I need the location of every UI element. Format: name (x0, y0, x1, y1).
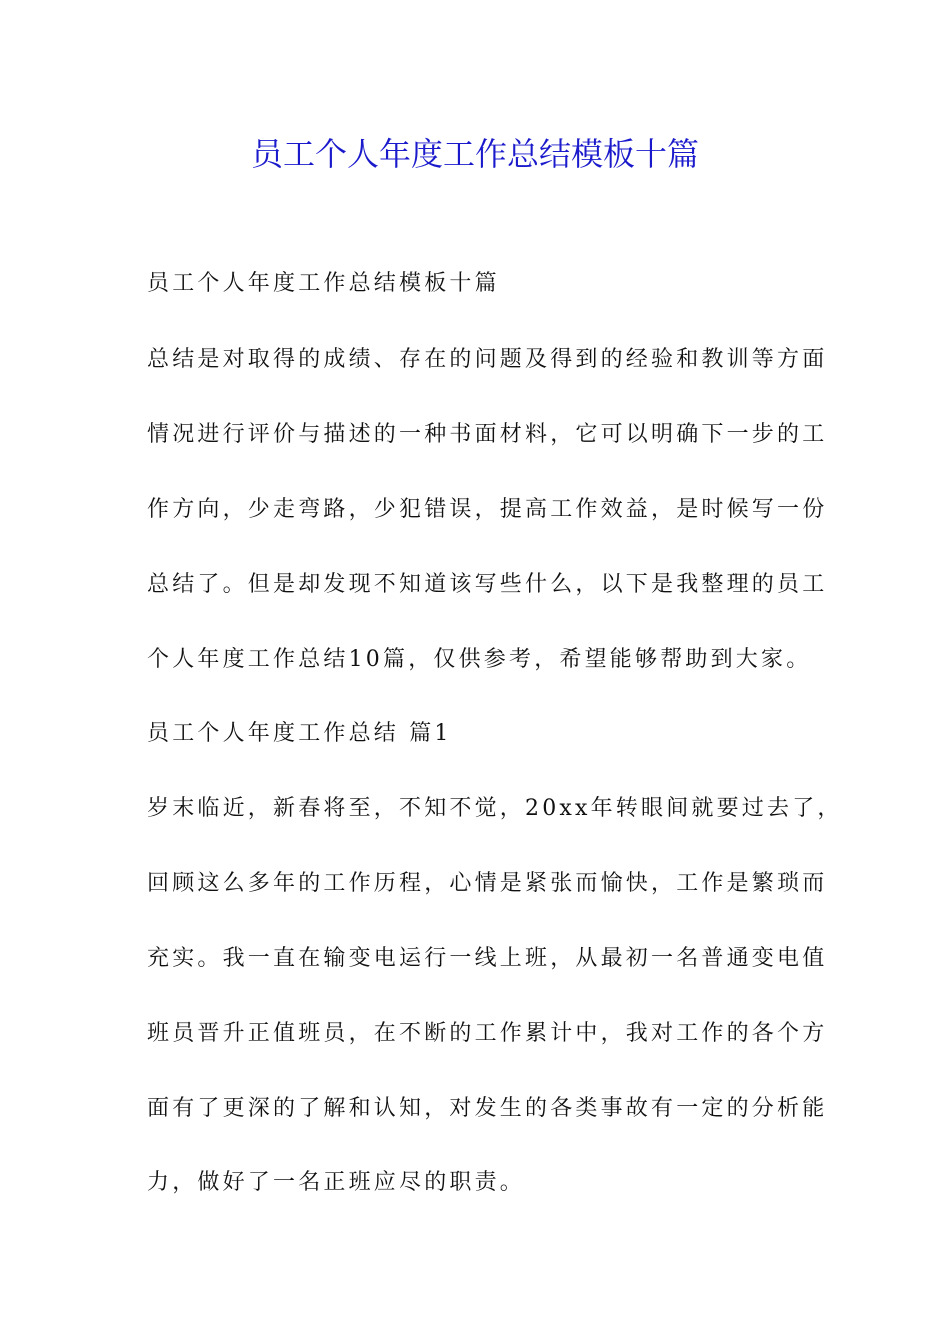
section-heading: 员工个人年度工作总结 篇1 (147, 721, 452, 746)
document-title: 员工个人年度工作总结模板十篇 (250, 135, 699, 173)
paragraph-line: 总结是对取得的成绩、存在的问题及得到的经验和教训等方面 (147, 347, 828, 372)
paragraph-line: 总结了。但是却发现不知道该写些什么，以下是我整理的员工 (147, 572, 828, 597)
paragraph-line: 班员晋升正值班员，在不断的工作累计中，我对工作的各个方 (147, 1021, 828, 1046)
paragraph-line: 个人年度工作总结10篇，仅供参考，希望能够帮助到大家。 (147, 647, 812, 672)
paragraph-line: 面有了更深的了解和认知，对发生的各类事故有一定的分析能 (147, 1096, 828, 1121)
subtitle-line: 员工个人年度工作总结模板十篇 (147, 271, 500, 296)
paragraph-line: 情况进行评价与描述的一种书面材料，它可以明确下一步的工 (147, 422, 828, 447)
paragraph-line: 作方向，少走弯路，少犯错误，提高工作效益，是时候写一份 (147, 497, 828, 522)
paragraph-line: 回顾这么多年的工作历程，心情是紧张而愉快，工作是繁琐而 (147, 871, 828, 896)
paragraph-line: 力，做好了一名正班应尽的职责。 (147, 1170, 526, 1195)
paragraph-line: 充实。我一直在输变电运行一线上班，从最初一名普通变电值 (147, 946, 828, 971)
paragraph-line: 岁末临近，新春将至，不知不觉，20xx年转眼间就要过去了， (147, 796, 843, 821)
